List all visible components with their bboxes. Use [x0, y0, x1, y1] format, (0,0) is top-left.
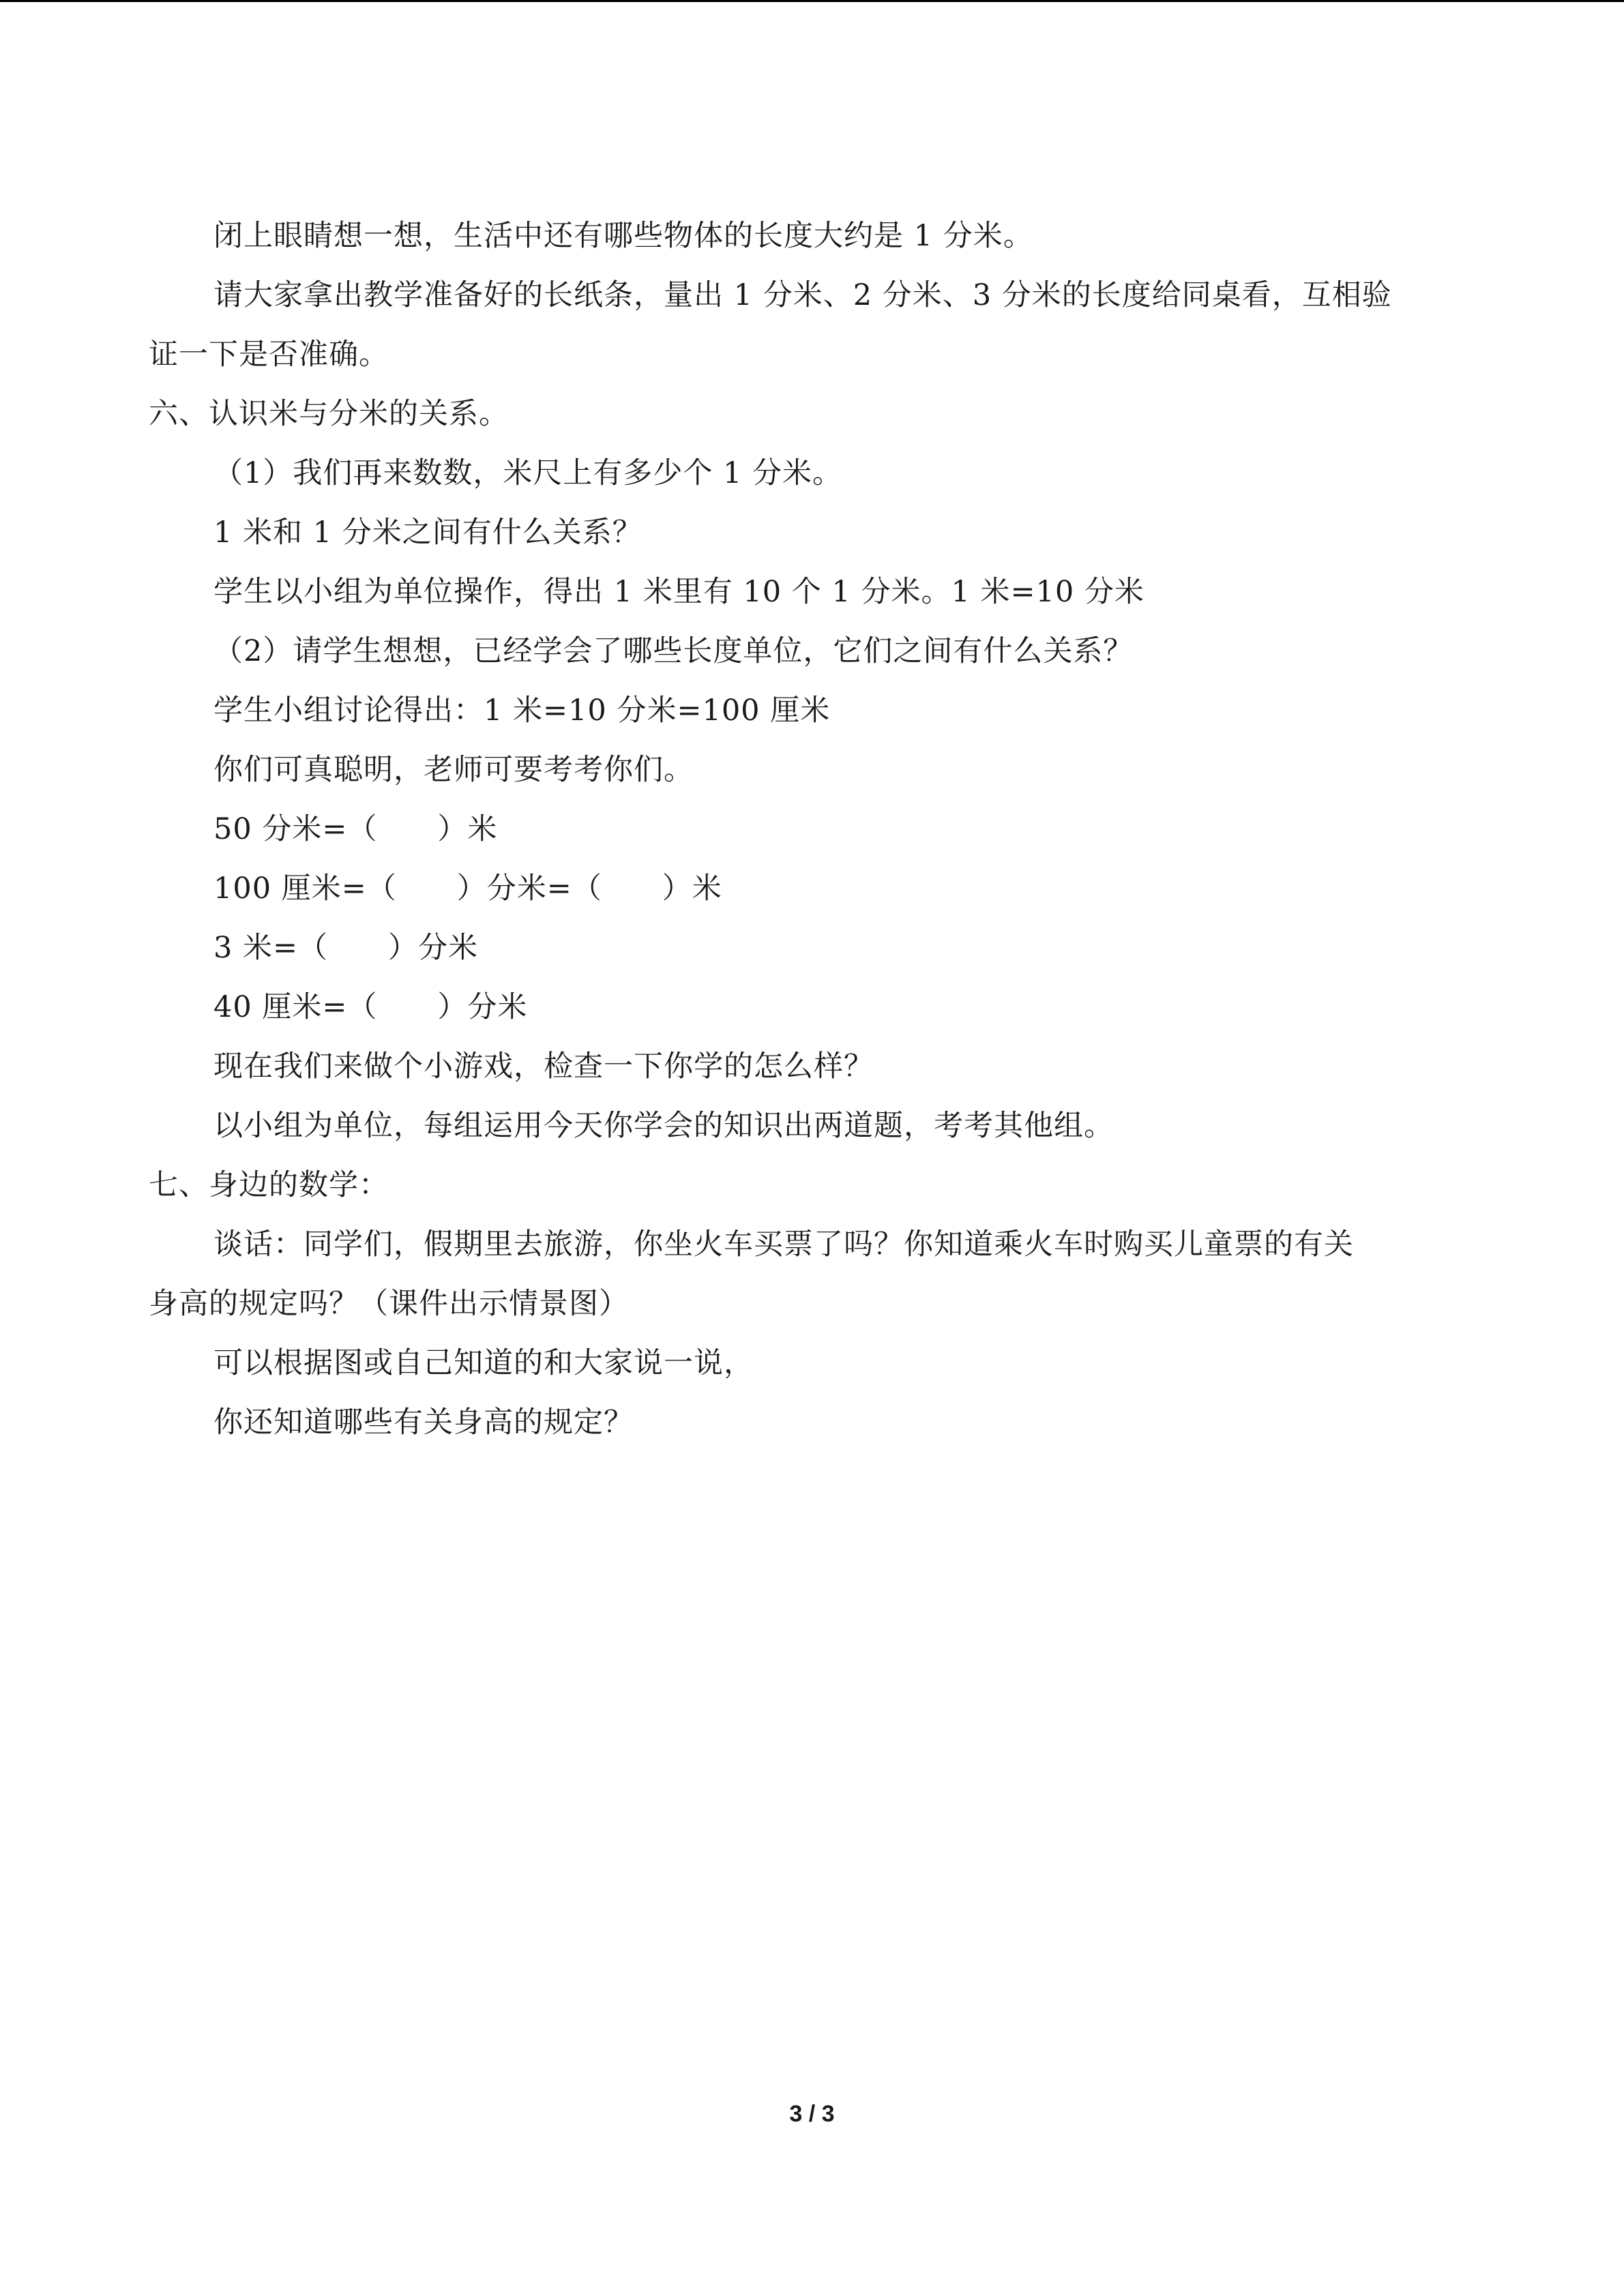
paragraph-3: （1）我们再来数数，米尺上有多少个 1 分米。: [213, 456, 843, 490]
section-6-heading: 六、认识米与分米的关系。: [149, 397, 509, 431]
section-7-heading: 七、身边的数学：: [149, 1168, 389, 1202]
exercise-3: 3 米=（ ）分米: [213, 931, 479, 965]
exercise-2: 100 厘米=（ ）分米=（ ）米: [213, 871, 722, 906]
paragraph-5: 学生以小组为单位操作，得出 1 米里有 10 个 1 分米。1 米=10 分米: [213, 575, 1145, 609]
paragraph-13: 你还知道哪些有关身高的规定？: [213, 1405, 634, 1440]
paragraph-6: （2）请学生想想，已经学会了哪些长度单位，它们之间有什么关系？: [213, 634, 1134, 668]
page-number: 3 / 3: [789, 2101, 835, 2127]
exercise-4: 40 厘米=（ ）分米: [213, 990, 528, 1024]
paragraph-4: 1 米和 1 分米之间有什么关系？: [213, 516, 643, 550]
top-border-line: [0, 0, 1624, 2]
paragraph-12: 可以根据图或自己知道的和大家说一说，: [213, 1346, 754, 1380]
paragraph-1: 闭上眼睛想一想，生活中还有哪些物体的长度大约是 1 分米。: [213, 219, 1033, 253]
paragraph-8: 你们可真聪明，老师可要考考你们。: [213, 753, 694, 787]
paragraph-2-line-1: 请大家拿出教学准备好的长纸条，量出 1 分米、2 分米、3 分米的长度给同桌看，互相验: [213, 278, 1392, 312]
paragraph-11-line-2: 身高的规定吗？（课件出示情景图）: [149, 1287, 629, 1321]
paragraph-2-line-2: 证一下是否准确。: [149, 338, 389, 372]
exercise-1: 50 分米=（ ）米: [213, 812, 498, 846]
paragraph-11-line-1: 谈话：同学们，假期里去旅游，你坐火车买票了吗？你知道乘火车时购买儿童票的有关: [213, 1227, 1354, 1262]
paragraph-9: 现在我们来做个小游戏，检查一下你学的怎么样？: [213, 1049, 874, 1084]
paragraph-10: 以小组为单位，每组运用今天你学会的知识出两道题，考考其他组。: [213, 1109, 1114, 1143]
paragraph-7: 学生小组讨论得出：1 米=10 分米=100 厘米: [213, 694, 831, 728]
